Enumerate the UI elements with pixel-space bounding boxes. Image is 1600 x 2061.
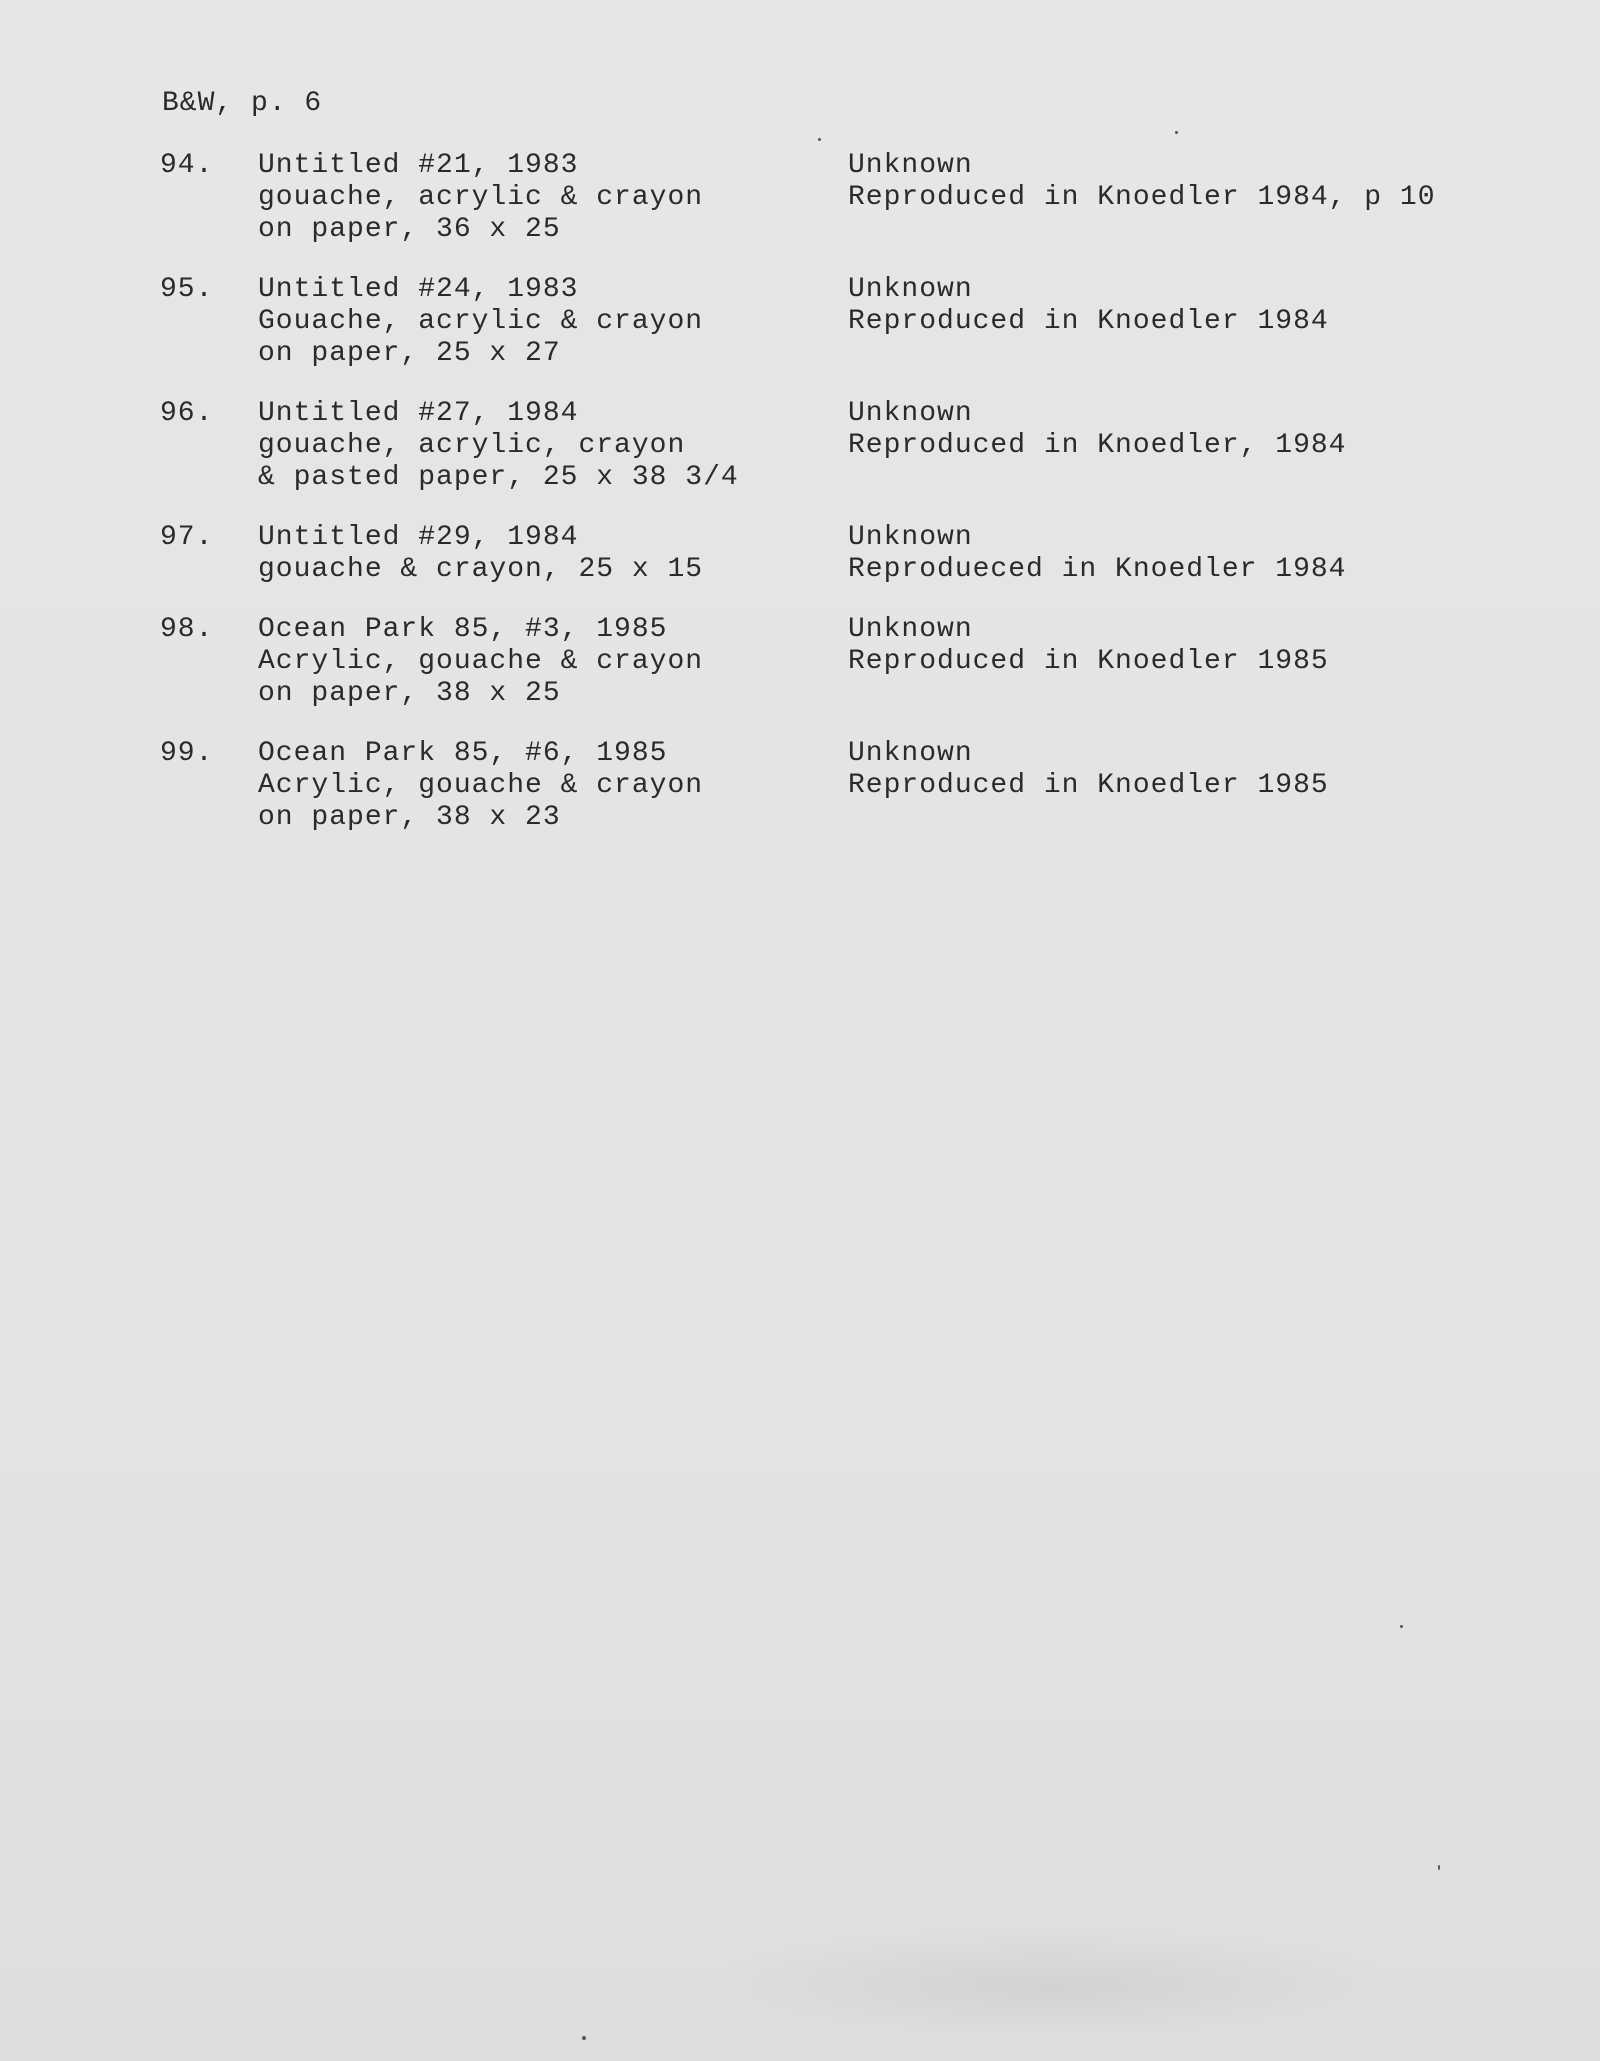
entry-owner: Unknown: [848, 522, 973, 553]
catalog-entry: [160, 614, 1500, 710]
entry-number: 94.: [160, 150, 214, 181]
entry-title: Untitled #29, 1984: [258, 522, 579, 553]
entry-medium-cont: on paper, 36 x 25: [258, 214, 561, 245]
entry-number: 96.: [160, 398, 214, 429]
entry-medium: Gouache, acrylic & crayon: [258, 306, 704, 337]
entry-medium-cont: on paper, 38 x 23: [258, 802, 561, 833]
catalog-entry: [160, 274, 1500, 370]
catalog-entry: [160, 522, 1500, 586]
entry-medium: gouache & crayon, 25 x 15: [258, 554, 704, 585]
entry-reproduced: Reprodueced in Knoedler 1984: [848, 554, 1347, 585]
scan-speck: [1175, 131, 1178, 134]
entry-number: 98.: [160, 614, 214, 645]
entry-title: Ocean Park 85, #6, 1985: [258, 738, 668, 769]
entry-medium-cont: on paper, 25 x 27: [258, 338, 561, 369]
entry-medium: gouache, acrylic, crayon: [258, 430, 686, 461]
entry-reproduced: Reproduced in Knoedler 1985: [848, 770, 1329, 801]
entry-title: Untitled #27, 1984: [258, 398, 579, 429]
catalog-entry: [160, 398, 1500, 494]
entry-owner: Unknown: [848, 150, 973, 181]
entry-number: 97.: [160, 522, 214, 553]
entry-owner: Unknown: [848, 738, 973, 769]
entry-provenance: [848, 738, 1329, 802]
entry-provenance: [848, 614, 1329, 678]
entry-work: [258, 614, 848, 710]
entry-owner: Unknown: [848, 398, 973, 429]
entry-medium: Acrylic, gouache & crayon: [258, 770, 704, 801]
entry-work: [258, 522, 848, 586]
entry-reproduced: Reproduced in Knoedler 1984, p 10: [848, 182, 1436, 213]
entry-number: 95.: [160, 274, 214, 305]
entry-provenance: [848, 522, 1346, 586]
entry-provenance: [848, 274, 1329, 338]
catalog-entry: [160, 738, 1500, 834]
entry-work: [258, 738, 848, 834]
entry-title: Untitled #21, 1983: [258, 150, 579, 181]
entry-owner: Unknown: [848, 274, 973, 305]
entry-work: [258, 150, 848, 246]
scan-speck: [1400, 1625, 1403, 1628]
entry-medium: gouache, acrylic & crayon: [258, 182, 704, 213]
entry-reproduced: Reproduced in Knoedler, 1984: [848, 430, 1347, 461]
entry-provenance: [848, 398, 1346, 462]
entry-medium: Acrylic, gouache & crayon: [258, 646, 704, 677]
catalog-entry: [160, 150, 1500, 246]
entry-number: 99.: [160, 738, 214, 769]
scan-speck: [582, 2036, 586, 2040]
entry-provenance: [848, 150, 1436, 214]
entry-work: [258, 274, 848, 370]
catalog-list: [160, 150, 1500, 862]
page-header: B&W, p. 6: [162, 88, 323, 119]
scan-speck: [818, 138, 821, 141]
entry-medium-cont: & pasted paper, 25 x 38 3/4: [258, 462, 739, 493]
entry-title: Ocean Park 85, #3, 1985: [258, 614, 668, 645]
scan-smudge: [700, 1930, 1400, 2040]
entry-work: [258, 398, 848, 494]
entry-owner: Unknown: [848, 614, 973, 645]
entry-title: Untitled #24, 1983: [258, 274, 579, 305]
entry-medium-cont: on paper, 38 x 25: [258, 678, 561, 709]
entry-reproduced: Reproduced in Knoedler 1985: [848, 646, 1329, 677]
scan-speck: [1438, 1865, 1440, 1870]
entry-reproduced: Reproduced in Knoedler 1984: [848, 306, 1329, 337]
